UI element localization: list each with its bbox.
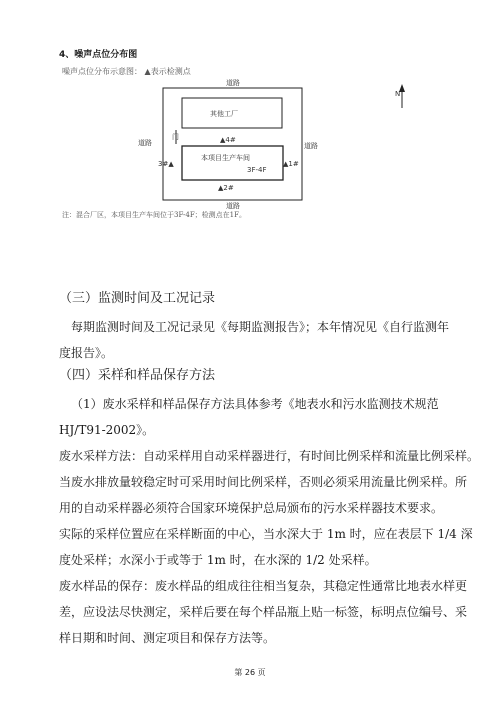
project-building-label: 本项目生产车间	[201, 154, 250, 162]
para-4b-line-2: 当废水排放量较稳定时可采用时间比例采样，否则必须采用流量比例采样。所	[59, 475, 468, 489]
heading-3: （三）监测时间及工况记录	[59, 291, 216, 306]
road-bottom-label: 道路	[226, 202, 240, 210]
point-4: ▲4#	[220, 136, 236, 144]
road-right-label: 道路	[304, 142, 318, 150]
point-2: ▲2#	[218, 184, 234, 192]
page-number: 第 26 页	[234, 668, 266, 677]
para-4b-line-1: 废水采样方法：自动采样用自动采样器进行，有时间比例采样和流量比例采样。	[59, 449, 480, 463]
road-top-label: 道路	[226, 79, 240, 87]
point-3: 3#▲	[158, 160, 174, 168]
para-4a-line-1: （1）废水采样和样品保存方法具体参考《地表水和污水监测技术规范	[71, 397, 439, 411]
para-4d-line-2: 差，应设法尽快测定，采样后要在每个样品瓶上贴一标签，标明点位编号、采	[59, 605, 468, 619]
other-factory-label: 其他工厂	[210, 110, 238, 118]
para-4d-line-1: 废水样品的保存：废水样品的组成往往相当复杂，其稳定性通常比地表水样更	[59, 579, 468, 593]
figure-legend: 噪声点位分布示意图： ▲表示检测点	[62, 67, 191, 76]
north-label: N	[395, 90, 401, 98]
para-4d-line-3: 样日期和时间、测定项目和保存方法等。	[59, 631, 276, 645]
heading-4: （四）采样和样品保存方法	[59, 368, 216, 383]
para-3-line-1: 每期监测时间及工况记录见《每期监测报告》；本年情况见《自行监测年	[71, 320, 450, 334]
para-3-line-2: 度报告》。	[59, 346, 114, 360]
project-building-floors: 3F-4F	[247, 166, 267, 174]
project-building-box	[182, 146, 283, 180]
para-4c-line-2: 度处采样；水深小于或等于 1m 时，在水深的 1/2 处采样。	[59, 553, 377, 567]
para-4c-line-1: 实际的采样位置应在采样断面的中心，当水深大于 1m 时，应在表层下 1/4 深	[59, 527, 473, 541]
figure-note: 注：混合厂区，本项目生产车间位于3F-4F；检测点在1F。	[62, 211, 246, 219]
point-1: ▲1#	[283, 160, 299, 168]
para-4b-line-3: 用的自动采样器必须符合国家环境保护总局颁布的污水采样器技术要求。	[59, 501, 444, 515]
gate-label: 门	[172, 133, 179, 141]
section-4-title: 4、噪声点位分布图	[59, 50, 138, 60]
para-4a-line-2: HJ/T91-2002》。	[59, 423, 155, 437]
road-left-label: 道路	[138, 139, 152, 147]
